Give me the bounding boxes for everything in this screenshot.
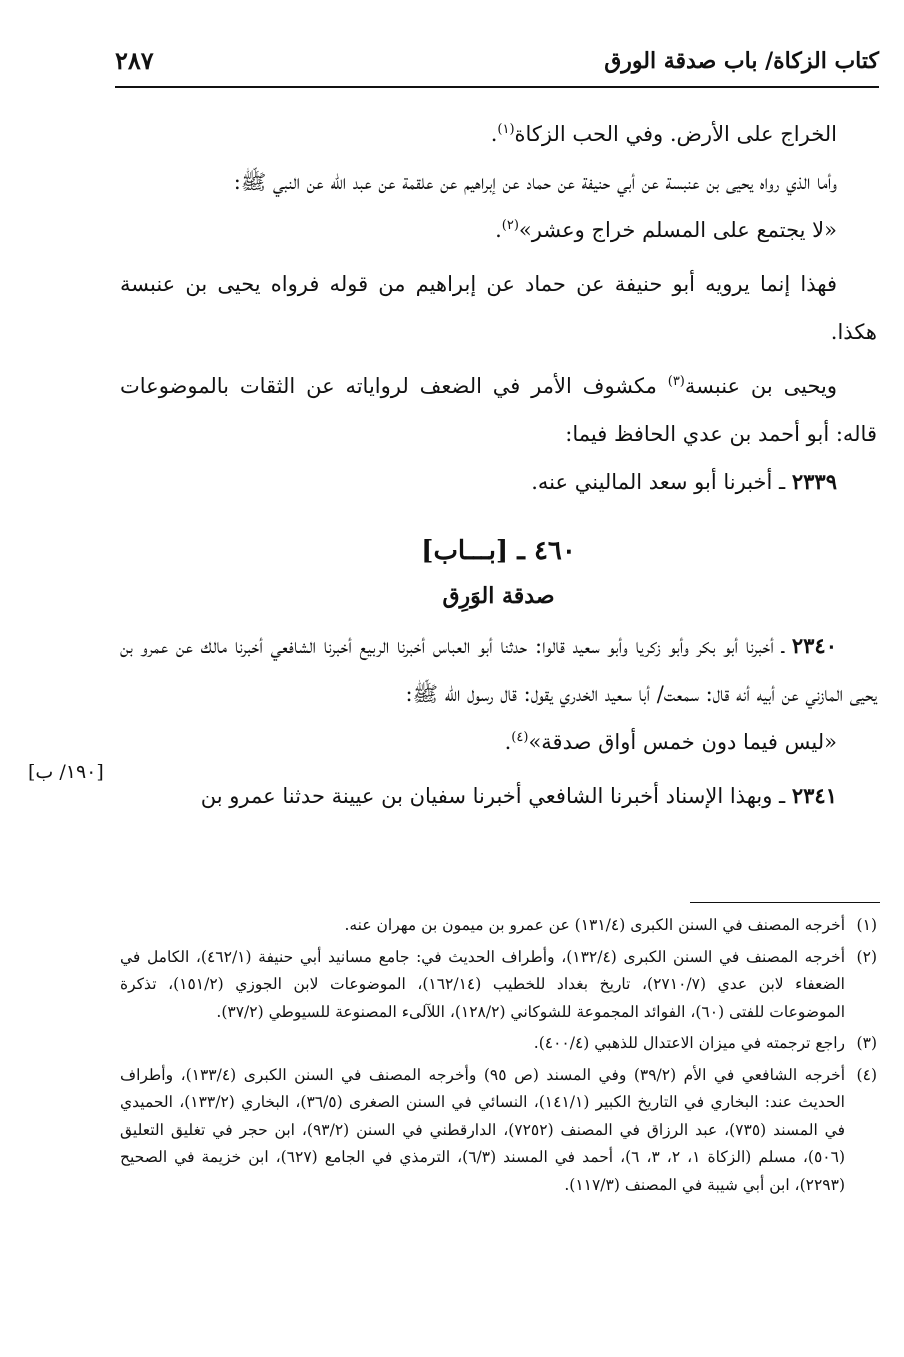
paragraph-5-rest: مكشوف الأمر في الضعف لرواياته عن الثقات بالموضوعات قاله: أبو أحمد بن عدي الحافظ فيما: [120,374,877,446]
page-number: ٢٨٧ [115,46,154,75]
footnote-3-text: راجع ترجمته في ميزان الاعتدال للذهبي (٤٠٠/٤). [533,1034,845,1052]
hadith-quote-2 [120,718,877,766]
hadith-quote-1-end: . [495,218,502,242]
paragraph-5-start: ويحيى بن عنبسة [684,374,837,398]
footnote-1 [120,912,877,940]
hadith-number-2339: ٢٣٣٩ [791,469,837,494]
footnote-2-mark: (٢) [856,947,877,966]
paragraph-1-text: الخراج على الأرض. وفي الحب الزكاة [514,122,837,146]
paragraph-4: فهذا إنما يرويه أبو حنيفة عن حماد عن إبراهيم من قوله فرواه يحيى بن عنبسة هكذا. [120,272,877,344]
footnote-ref-4: (٤) [511,730,529,745]
footnote-1-mark: (١) [856,916,877,934]
footnote-3-mark: (٣) [856,1034,877,1052]
manuscript-folio-note: [١٩٠/ ب] [28,761,104,783]
hadith-2341-text: ـ وبهذا الإسناد أخبرنا الشافعي أخبرنا سفيان بن عيينة حدثنا عمرو بن [200,784,792,808]
footnote-3 [120,1030,877,1058]
hadith-quote-2-end: . [504,730,512,754]
hadith-2341 [120,772,877,820]
hadith-quote-2-text: «ليس فيما دون خمس أواق صدقة» [528,730,837,754]
hadith-2339 [120,458,877,506]
paragraph-2: وأما الذي رواه يحيى بن عنبسة عن أبي حنيفة عن حماد عن إبراهيم عن علقمة عن عبد الله عن النبي ﷺ: [233,170,837,194]
hadith-number-2340: ٢٣٤٠ [791,633,837,658]
footnote-2-text: أخرجه المصنف في السنن الكبرى (١٣٢/٤)، وأطراف الحديث في: جامع مسانيد أبي حنيفة (٤٦٢/١)، الكامل في الضعفاء لابن عدي (٢٧١٠/٧)، تاريخ بغداد للخطيب (١٦٢/١٤)، الموضوعات لابن الجوزي (١٥١/٢)، تذكرة الموضوعات للفتى (٦٠)، الفوائد المجموعة للشوكاني (١٢٨/٢)، اللآلىء المصنوعة للسيوطي (٣٧/٢). [120,947,845,1021]
footnote-4-text: أخرجه الشافعي في الأم (٣٩/٢) وفي المسند (ص ٩٥) وأخرجه المصنف في السنن الكبرى (١٣٣/٤)، وأطراف الحديث عند: البخاري في التاريخ الكبير (١٤١/١)، النسائي في السنن الصغرى (٣٦/٥)، البخاري (١٣٣/٢)، الحميدي في المسند (٧٣٥)، عبد الرزاق في المصنف (٧٢٥٢)، الدارقطني في السنن (٩٣/٢)، ابن حجر في تغليق التعليق (٥٠٦)، مسلم (الزكاة ١، ٢، ٣، ٦)، أحمد في المسند (٦/٣)، الترمذي في الجامع (٦٢٧)، ابن خزيمة في الصحيح (٢٢٩٣)، ابن أبي شيبة في المصنف (١١٧/٣). [120,1065,846,1194]
hadith-2340 [120,622,877,718]
footnotes [120,912,877,1199]
page-header [115,40,879,88]
hadith-2340-text: ـ أخبرنا أبو بكر وأبو زكريا وأبو سعيد قالوا: حدثنا أبو العباس أخبرنا الربيع أخبرنا الشافعي أخبرنا مالك عن عمرو بن يحيى المازني عن أبيه أنه قال: سمعت/ أبا سعيد الخدري يقول: قال رسول الله ﷺ: [120,634,877,706]
chapter-subtitle: صدقة الوَرِق [442,583,555,609]
footnote-2 [120,944,877,1027]
chapter-title: ٤٦٠ ـ [بـــاب] [421,536,576,566]
paragraph-1-end: . [490,122,498,146]
hadith-number-2341: ٢٣٤١ [791,783,837,808]
paragraph-1 [120,110,877,158]
main-text [120,110,877,820]
footnote-4-mark: (٤) [856,1065,877,1084]
footnote-ref-2: (٢) [501,218,519,233]
footnote-separator [690,902,880,903]
paragraph-5 [120,362,877,458]
footnote-ref-3: (٣) [667,374,685,389]
hadith-quote-1-text: «لا يجتمع على المسلم خراج وعشر» [518,218,837,242]
hadith-quote-1 [120,206,877,254]
footnote-4 [120,1062,877,1200]
hadith-2339-text: ـ أخبرنا أبو سعد الماليني عنه. [531,470,792,494]
running-title: كتاب الزكاة/ باب صدقة الورق [604,48,879,74]
footnote-ref-1: (١) [497,122,515,137]
footnote-1-text: أخرجه المصنف في السنن الكبرى (١٣١/٤) عن عمرو بن ميمون بن مهران عنه. [344,916,845,934]
